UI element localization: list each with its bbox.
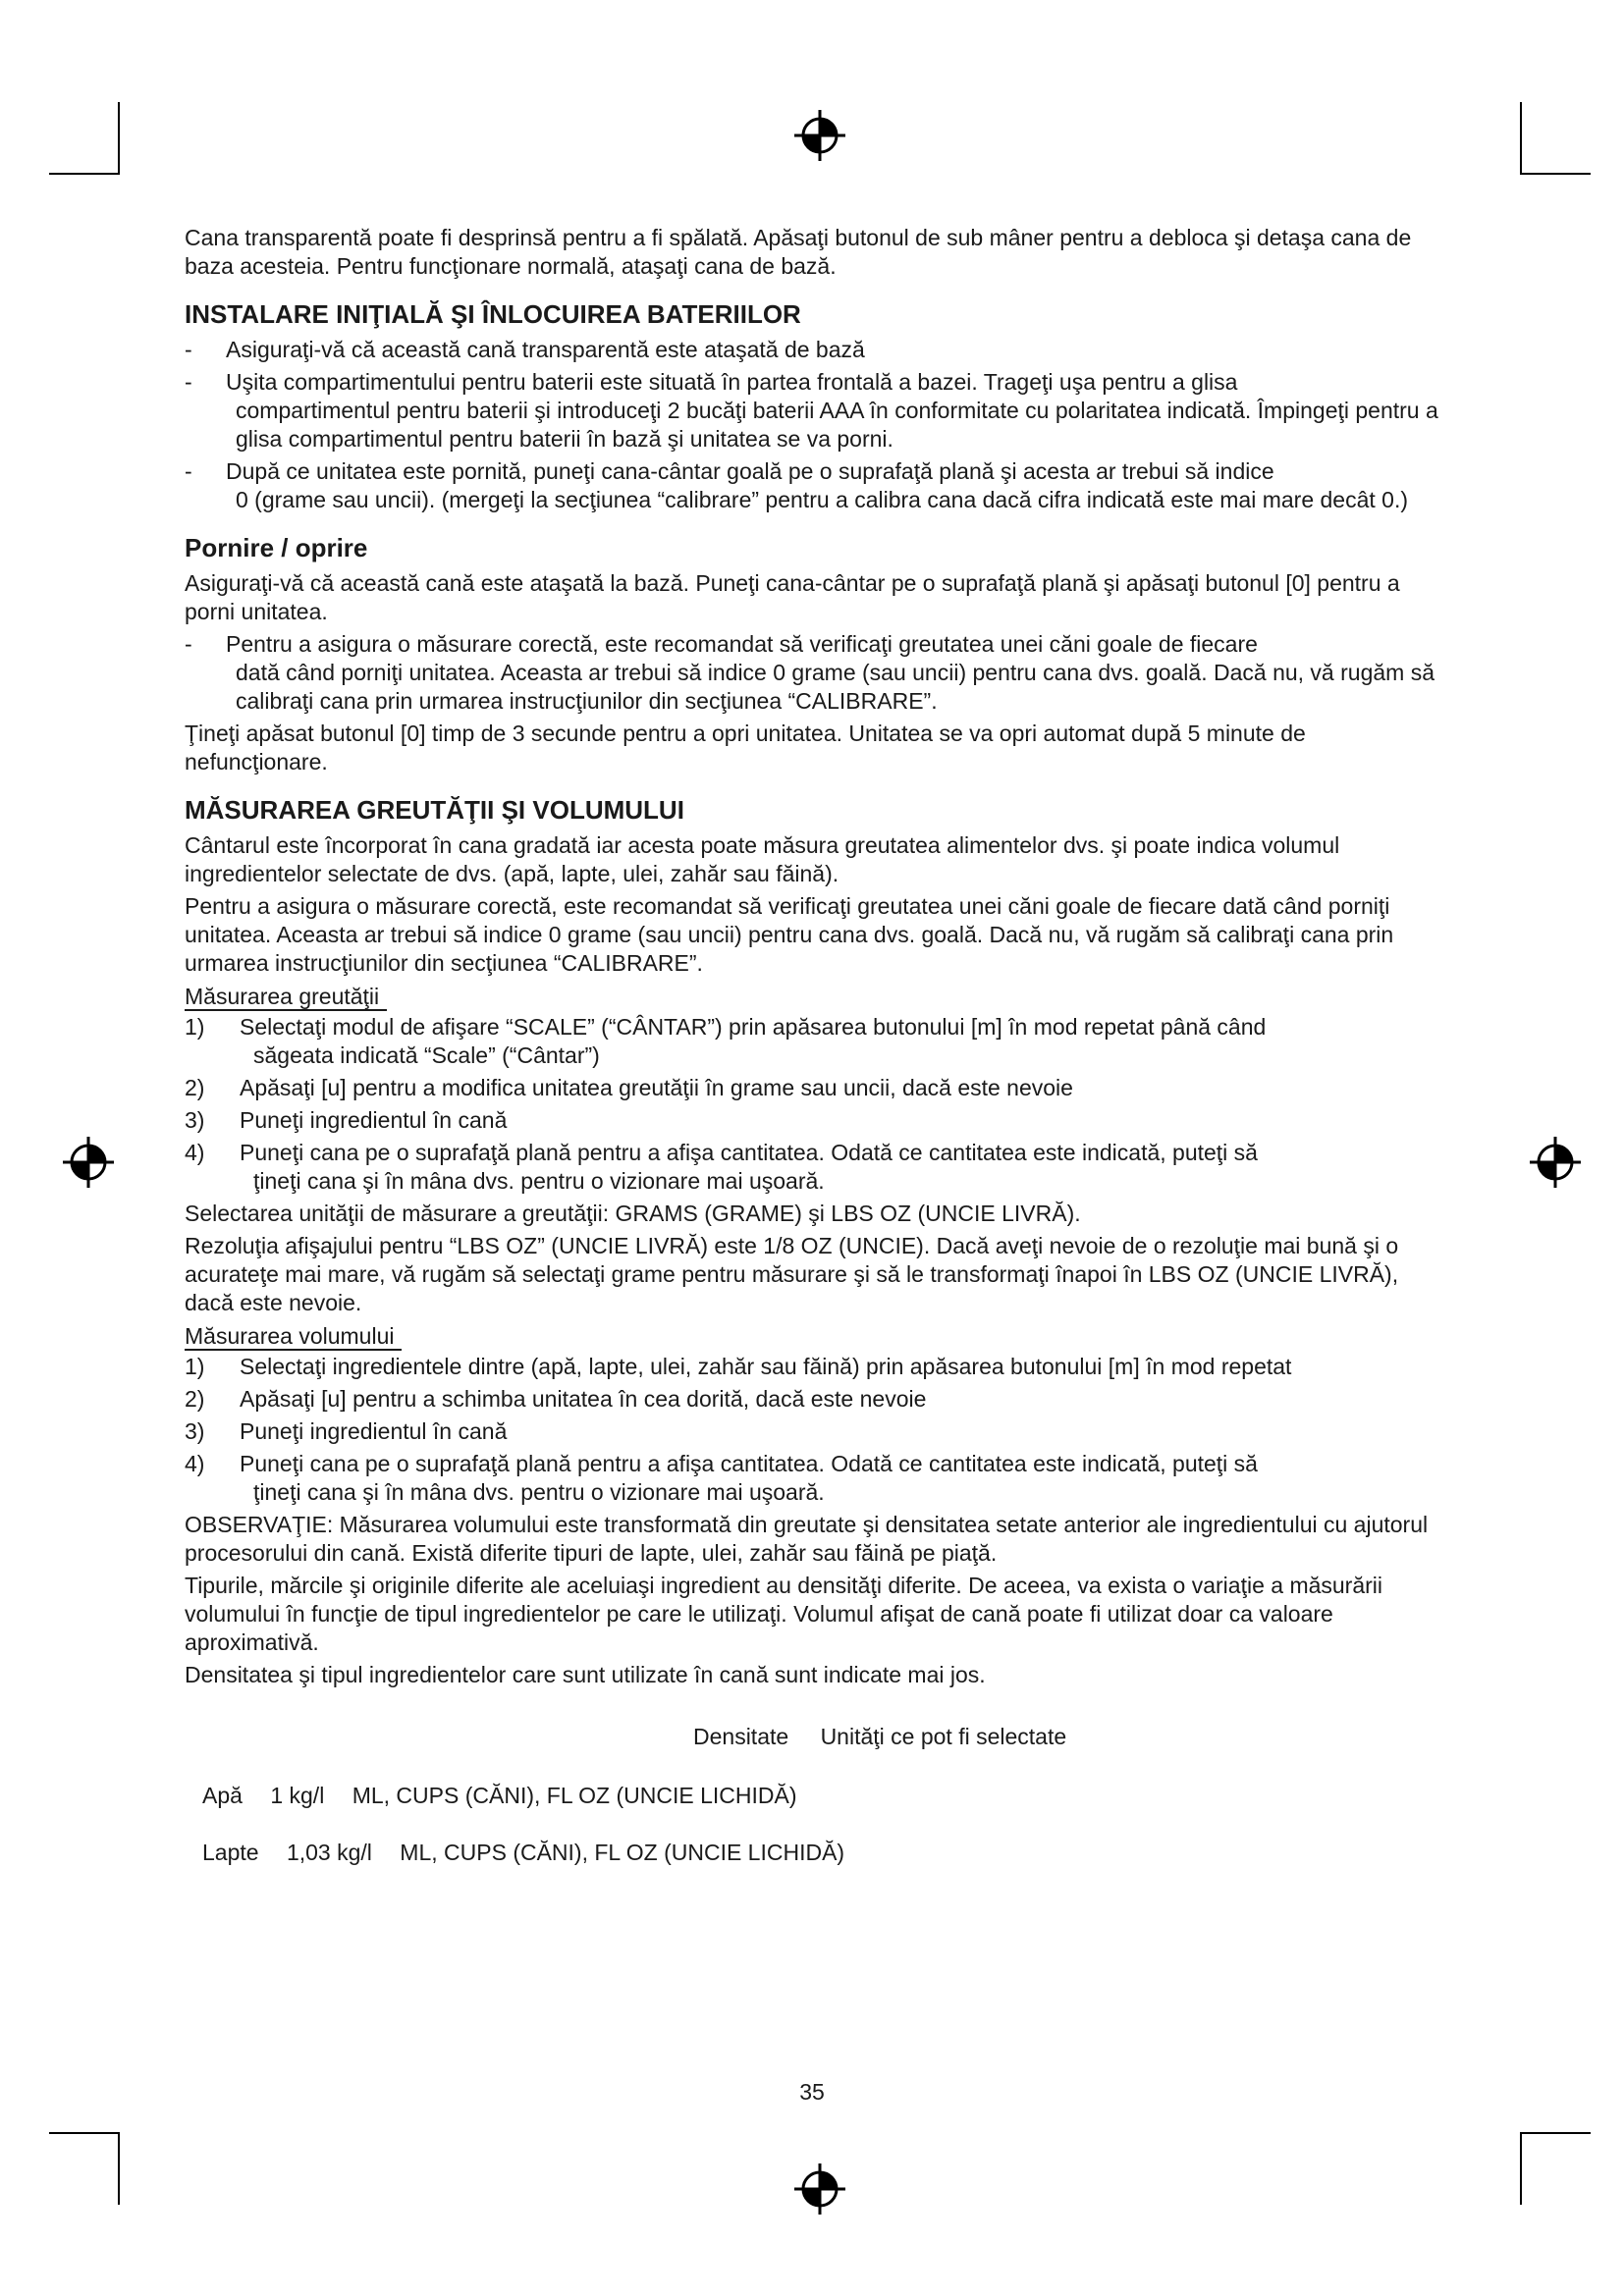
- subheading-weight: Măsurarea greutăţii: [185, 984, 387, 1011]
- page-number: 35: [799, 2079, 825, 2105]
- paragraph: Ţineţi apăsat butonul [0] timp de 3 secunde pentru a opri unitatea. Unitatea se va opri automat după 5 minute de nefuncţionare.: [185, 721, 1306, 774]
- table-cell: ML, CUPS (CĂNI), FL OZ (UNCIE LICHIDĂ): [352, 1783, 797, 1808]
- list-item: - Uşita compartimentului pentru baterii este situată în partea frontală a bazei. Trageţi uşa pentru a glisa compartimentul pentru baterii şi introduceţi 2 bucăţi baterii AAA în conformitate cu polaritatea indicată. Împingeţi pentru a glisa compartimentul pentru baterii în bază şi unitatea se va porni.: [185, 369, 1438, 452]
- note-paragraph: OBSERVAŢIE: Măsurarea volumului este transformată din greutate şi densitatea setate anterior ale ingredientului cu ajutorul procesorului din cană. Există diferite tipuri de lapte, ulei, zahăr sau făină pe piaţă.: [185, 1512, 1429, 1566]
- table-cell: ML, CUPS (CĂNI), FL OZ (UNCIE LICHIDĂ): [400, 1840, 845, 1865]
- list-item: 3) Puneţi ingredientul în cană: [185, 1418, 508, 1444]
- paragraph: Rezoluţia afişajului pentru “LBS OZ” (UNCIE LIVRĂ) este 1/8 OZ (UNCIE). Dacă aveţi nevoie de o rezoluţie mai bună şi o acurateţe mai mare, vă rugăm să selectaţi grame pentru măsurare şi să le transformaţi înapoi în LBS OZ (UNCIE LIVRĂ), dacă este nevoie.: [185, 1233, 1399, 1315]
- section-heading-batteries: INSTALARE INIŢIALĂ ŞI ÎNLOCUIREA BATERIILOR: [185, 299, 801, 329]
- subheading-volume: Măsurarea volumului: [185, 1323, 402, 1351]
- section-heading-measuring: MĂSURAREA GREUTĂŢII ŞI VOLUMULUI: [185, 795, 684, 825]
- registration-mark-icon: [792, 2162, 847, 2216]
- paragraph: Selectarea unităţii de măsurare a greutăţii: GRAMS (GRAME) şi LBS OZ (UNCIE LIVRĂ).: [185, 1201, 1081, 1226]
- paragraph: Pentru a asigura o măsurare corectă, este recomandat să verificaţi greutatea unei căni goale de fiecare dată când porniţi unitatea. Aceasta ar trebui să indice 0 grame (sau uncii) pentru cana dvs. goală. Dacă nu, vă rugăm să calibraţi cana prin urmarea instrucţiunilor din secţiunea “CALIBRARE”.: [185, 893, 1394, 976]
- paragraph: Densitatea şi tipul ingredientelor care sunt utilizate în cană sunt indicate mai jos.: [185, 1662, 986, 1687]
- table-header-cell: Densitate: [693, 1724, 789, 1749]
- registration-mark-icon: [792, 108, 847, 163]
- paragraph: Cântarul este încorporat în cana gradată iar acesta poate măsura greutatea alimentelor dvs. şi poate indica volumul ingredientelor selectate de dvs. (apă, lapte, ulei, zahăr sau făină).: [185, 832, 1340, 886]
- list-item: 2) Apăsaţi [u] pentru a schimba unitatea în cea dorită, dacă este nevoie: [185, 1386, 927, 1412]
- list-item: 3) Puneţi ingredientul în cană: [185, 1107, 508, 1133]
- section-heading-power: Pornire / oprire: [185, 533, 368, 562]
- list-item: 2) Apăsaţi [u] pentru a modifica unitatea greutăţii în grame sau uncii, dacă este nevoie: [185, 1075, 1073, 1100]
- table-row: [185, 1782, 1451, 1813]
- crop-mark-tr-v: [1520, 102, 1522, 175]
- list-item: - După ce unitatea este pornită, puneţi cana-cântar goală pe o suprafaţă plană şi acesta ar trebui să indice 0 (grame sau uncii). (mergeţi la secţiunea “calibrare” pentru a calibra cana dacă cifra indicată este mai mare decât 0.): [185, 458, 1409, 512]
- crop-mark-bl-v: [118, 2132, 120, 2205]
- list-item: - Pentru a asigura o măsurare corectă, este recomandat să verificaţi greutatea unei căni goale de fiecare dată când porniţi unitatea. Aceasta ar trebui să indice 0 grame (sau uncii) pentru cana dvs. goală. Dacă nu, vă rugăm să calibraţi cana prin urmarea instrucţiunilor din secţiunea “CALIBRARE”.: [185, 631, 1435, 714]
- crop-mark-br-v: [1520, 2132, 1522, 2205]
- crop-mark-tl-v: [118, 102, 120, 175]
- crop-mark-tl-h: [49, 173, 120, 175]
- list-item: - Asiguraţi-vă că această cană transparentă este ataşată de bază: [185, 337, 865, 362]
- list-item: 4) Puneţi cana pe o suprafaţă plană pentru a afişa cantitatea. Odată ce cantitatea este indicată, puteţi să ţineţi cana şi în mâna dvs. pentru o vizionare mai uşoară.: [185, 1140, 1258, 1194]
- registration-mark-icon: [61, 1135, 116, 1190]
- crop-mark-br-h: [1520, 2132, 1591, 2134]
- table-cell: 1 kg/l: [270, 1783, 325, 1808]
- paragraph: Tipurile, mărcile şi originile diferite ale aceluiaşi ingredient au densităţi diferite. De aceea, va exista o variaţie a măsurării volumului în funcţie de tipul ingredientelor pe care le utilizaţi. Volumul afişat de cană poate fi utilizat doar ca valoare aproximativă.: [185, 1573, 1383, 1655]
- table-cell: Apă: [202, 1783, 243, 1808]
- table-row: [185, 1839, 1451, 1870]
- table-cell: 1,03 kg/l: [286, 1840, 372, 1865]
- list-item: 1) Selectaţi ingredientele dintre (apă, lapte, ulei, zahăr sau făină) prin apăsarea butonului [m] în mod repetat: [185, 1354, 1292, 1379]
- table-header-cell: Unităţi ce pot fi selectate: [820, 1724, 1067, 1749]
- list-item: 1) Selectaţi modul de afişare “SCALE” (“CÂNTAR”) prin apăsarea butonului [m] în mod repetat până când săgeata indicată “Scale” (“Cântar”): [185, 1014, 1267, 1068]
- crop-mark-tr-h: [1520, 173, 1591, 175]
- intro-paragraph: Cana transparentă poate fi desprinsă pentru a fi spălată. Apăsaţi butonul de sub mâner pentru a debloca şi detaşa cana de baza acesteia. Pentru funcţionare normală, ataşaţi cana de bază.: [185, 225, 1412, 279]
- registration-mark-icon: [1528, 1135, 1583, 1190]
- page-content: [185, 224, 1451, 1870]
- density-table-header: [185, 1723, 1451, 1756]
- table-cell: Lapte: [202, 1840, 259, 1865]
- paragraph: Asiguraţi-vă că această cană este ataşată la bază. Puneţi cana-cântar pe o suprafaţă plană şi apăsaţi butonul [0] pentru a porni unitatea.: [185, 570, 1400, 624]
- list-item: 4) Puneţi cana pe o suprafaţă plană pentru a afişa cantitatea. Odată ce cantitatea este indicată, puteţi să ţineţi cana şi în mâna dvs. pentru o vizionare mai uşoară.: [185, 1451, 1258, 1505]
- crop-mark-bl-h: [49, 2132, 120, 2134]
